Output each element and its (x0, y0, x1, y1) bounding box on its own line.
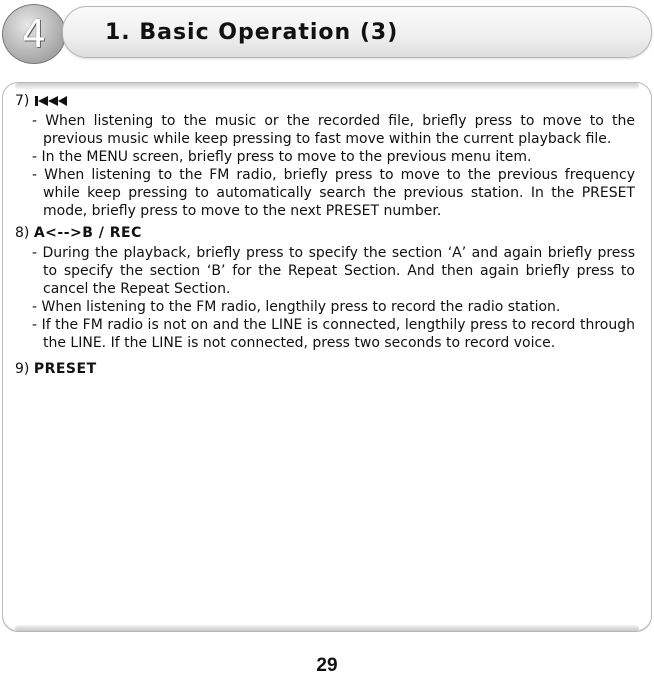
chapter-badge (2, 4, 66, 64)
section-8-item-2: - When listening to the FM radio, lengthily press to record the radio station. (32, 299, 561, 315)
section-7-heading (15, 92, 635, 110)
section-8-number: 8) (15, 225, 30, 241)
content-body (15, 88, 635, 380)
page-title: 1. Basic Operation (3) (105, 20, 399, 45)
section-8-heading (15, 224, 635, 242)
section-7-item-1: - When listening to the music or the recorded file, briefly press to move to the previous music while keep pressing to fast move within the current playback file. (32, 113, 635, 147)
section-9-heading (15, 360, 635, 378)
panel-bottom-bevel (15, 625, 639, 631)
section-8-item-1: - During the playback, briefly press to specify the section ‘A’ and again briefly press to specify the section ‘B’ for the Repeat Section. And then again briefly press to cancel the Repeat Section. (32, 245, 635, 297)
section-9-label: PRESET (33, 361, 97, 377)
section-7-item-3: - When listening to the FM radio, briefly press to move to the previous frequency while keep pressing to automatically search the previous station. In the PRESET mode, briefly press to move to the next PRESET number. (32, 167, 635, 219)
previous-track-icon (34, 95, 68, 107)
page-number: 29 (316, 655, 338, 676)
chapter-number: 4 (21, 12, 47, 56)
section-7-number: 7) (15, 93, 30, 109)
section-8-item-3: - If the FM radio is not on and the LINE is connected, lengthily press to record through the LINE. If the LINE is not connected, press two seconds to record voice. (32, 317, 635, 351)
title-bar (62, 6, 652, 58)
section-8-label: A<-->B / REC (33, 225, 142, 241)
section-7-item-2: - In the MENU screen, briefly press to move to the previous menu item. (32, 149, 532, 165)
section-9-number: 9) (15, 361, 30, 377)
